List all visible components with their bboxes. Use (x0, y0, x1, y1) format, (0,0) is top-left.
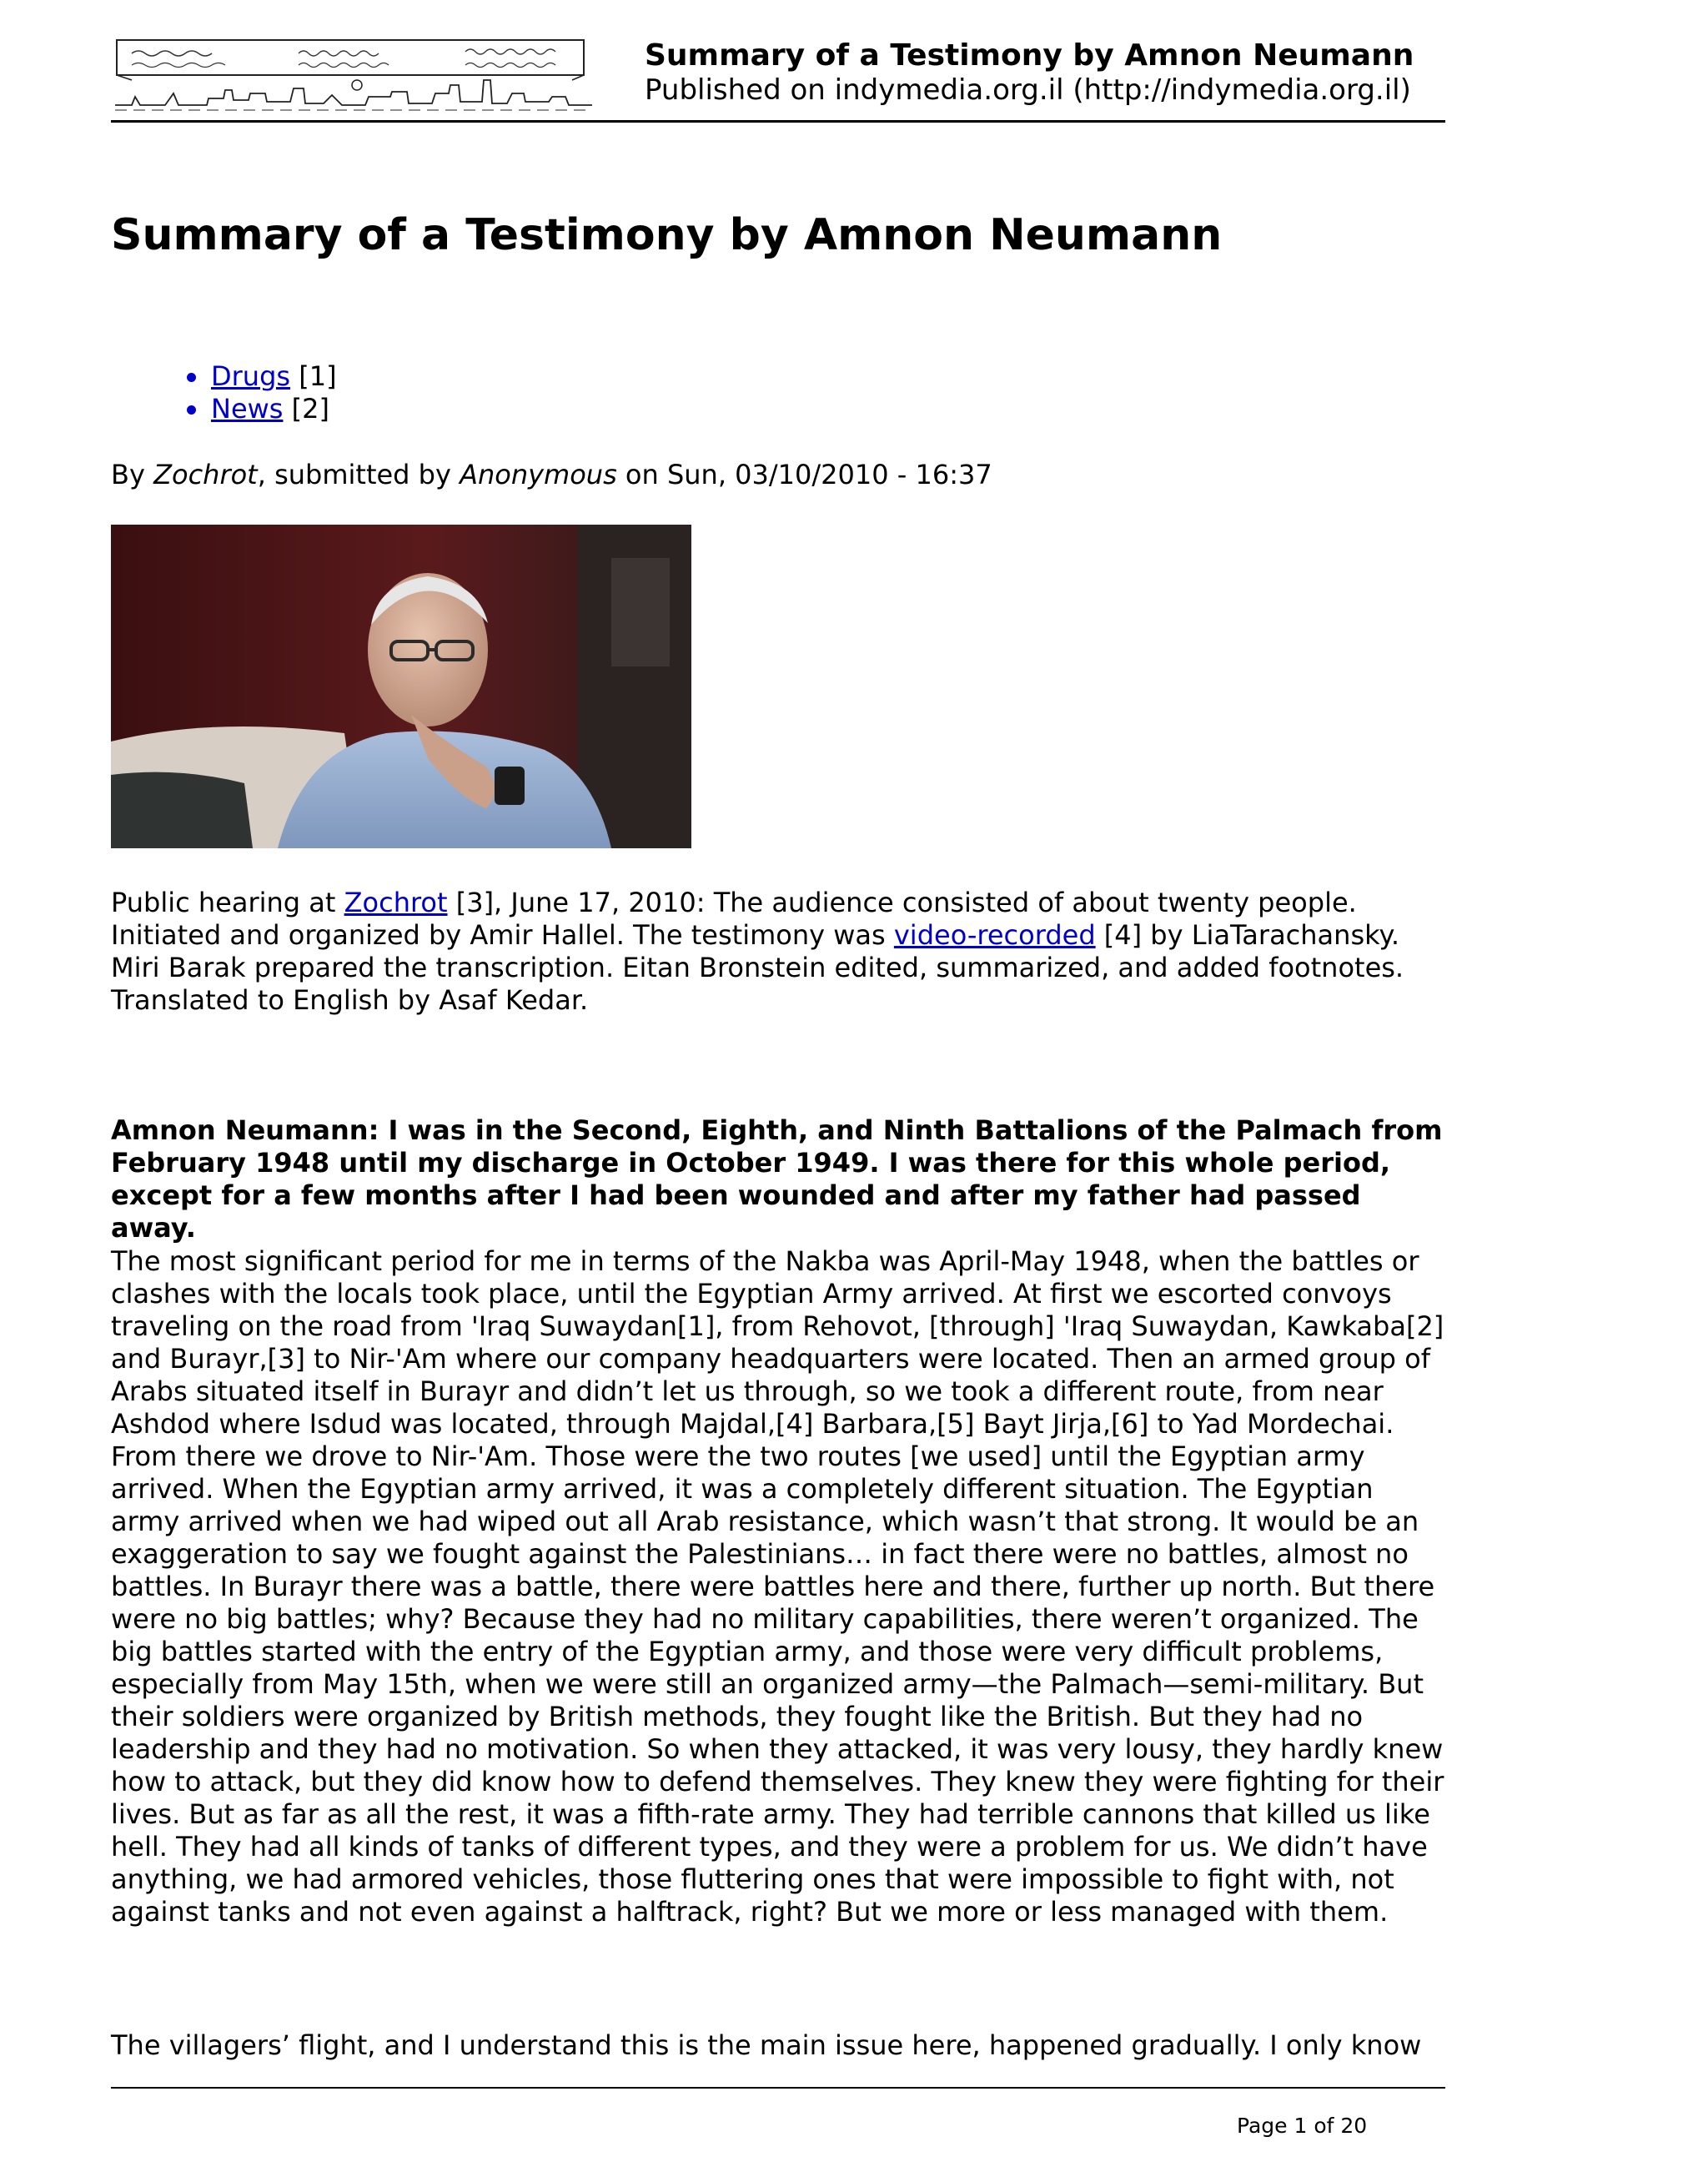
body-paragraph: The most significant period for me in terms of the Nakba was April-May 1948, when the battles or clashes with the locals took place, until the Egyptian Army arrived. At first we escorted convoys traveling on the road from 'Iraq Suwaydan[1], from Rehovot, [through] 'Iraq Suwaydan, Kawkaba[2] and Burayr,[3] to Nir-'Am where our company headquarters were located. Then an armed group of Arabs situated itself in Burayr and didn’t let us through, so we took a different route, from near Ashdod where Isdud was located, through Majdal,[4] Barbara,[5] Bayt Jirja,[6] to Yad Mordechai. From there we drove to Nir-'Am. Those were the two routes [we used] until the Egyptian army arrived. When the Egyptian army arrived, it was a completely different situation. The Egyptian army arrived when we had wiped out all Arab resistance, which wasn’t that strong. It would be an exaggeration to say we fought against the Palestinians… in fact there were no battles, almost no battles. In Burayr there was a battle, there were battles here and there, further up north. But there were no big battles; why? Because they had no military capabilities, there weren’t organized. The big battles started with the entry of the Egyptian army, and those were very difficult problems, especially from May 15th, when we were still an organized army—the Palmach—semi-military. But their soldiers were organized by British methods, they fought like the British. But they had no leadership and they had no motivation. So when they attacked, it was very lousy, they hardly knew how to attack, but they did know how to defend themselves. They knew they were fighting for their lives. But as far as all the rest, it was a fifth-rate army. They had terrible cannons that killed us like hell. They had all kinds of tanks of different types, and they were a problem for us. We didn’t have anything, we had armored vehicles, those fluttering ones that were impossible to fight with, not against tanks and not even against a halftrack, right? But we more or less managed with them. (111, 1245, 1444, 1928)
header-title: Summary of a Testimony by Amnon Neumann (645, 38, 1414, 73)
tag-item (211, 360, 337, 393)
bullet-icon (187, 373, 196, 382)
page-title: Summary of a Testimony by Amnon Neumann (111, 210, 1223, 260)
statement-paragraph: Amnon Neumann: I was in the Second, Eighth, and Ninth Battalions of the Palmach from February 1948 until my discharge in October 1949. I was there for this whole period, except for a few months after I had been wounded and after my father had passed away. (111, 1114, 1443, 1244)
intro-text-3: [4] by LiaTarachansky. Miri Barak prepared the transcription. Eitan Bronstein edited, summarized, and added footnotes. Translated to English by Asaf Kedar. (111, 919, 1404, 1016)
article-photo (111, 525, 691, 848)
byline-by: By (111, 459, 154, 490)
zochrot-link[interactable]: Zochrot (344, 887, 448, 918)
page-number: Page 1 of 20 (1237, 2114, 1368, 2138)
indymedia-logo (115, 38, 592, 112)
video-recorded-link[interactable]: video-recorded (893, 919, 1096, 951)
byline-date: on Sun, 03/10/2010 - 16:37 (616, 459, 992, 490)
tag-item (211, 393, 337, 425)
byline-author: Zochrot (153, 459, 258, 490)
intro-paragraph (111, 887, 1445, 1017)
intro-text-1: Public hearing at (111, 887, 344, 918)
body-paragraph-continued: The villagers’ flight, and I understand this is the main issue here, happened gradually. I only know (111, 2029, 1422, 2061)
tag-list (211, 360, 337, 425)
intro-text-2: [3], June 17, 2010: The audience consisted of about twenty people. Initiated and organized by Amir Hallel. The testimony was (111, 887, 1357, 951)
header-subtitle: Published on indymedia.org.il (http://indymedia.org.il) (645, 73, 1411, 107)
byline-submitter: Anonymous (460, 459, 617, 490)
tag-ref: [1] (299, 360, 337, 392)
bullet-icon (187, 405, 196, 415)
tag-link-news[interactable]: News (211, 393, 284, 425)
tag-ref: [2] (291, 393, 329, 425)
byline (111, 459, 992, 490)
tag-link-drugs[interactable]: Drugs (211, 360, 291, 392)
page (111, 0, 1445, 2177)
byline-submitted: , submitted by (257, 459, 460, 490)
footer-divider (111, 2087, 1445, 2089)
page-header (111, 33, 1445, 123)
